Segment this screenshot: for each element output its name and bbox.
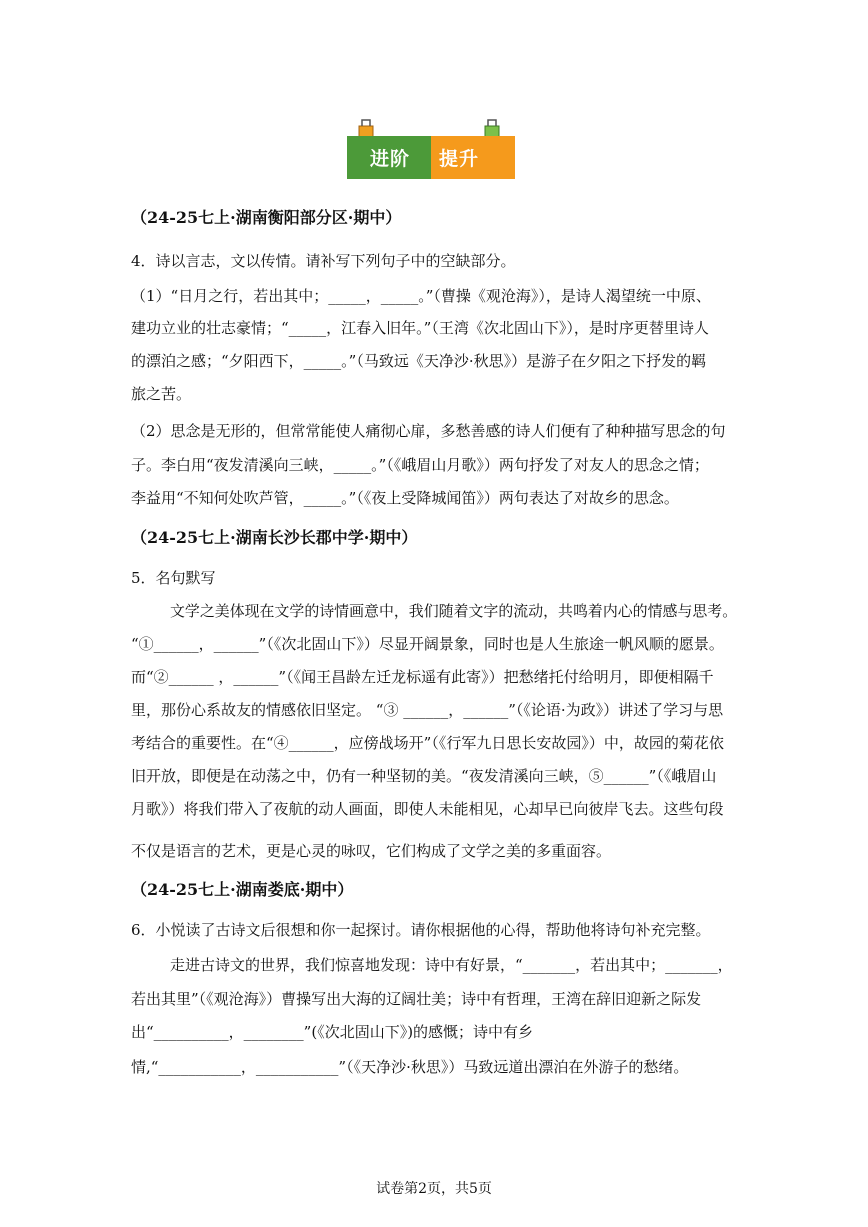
section-source-heading: （24-25七上·湖南长沙长郡中学·期中） — [131, 528, 418, 547]
question-4-line: 旅之苦。 — [131, 385, 192, 403]
question-6-title: 6．小悦读了古诗文后很想和你一起探讨。请你根据他的心得，帮助他将诗句补充完整。 — [131, 921, 711, 939]
question-6-line: 出“__________，________”(《次北固山下》)的感慨；诗中有乡 — [131, 1023, 534, 1041]
banner-right-text: 提升 — [439, 148, 480, 170]
question-5-line: 月歌》）将我们带入了夜航的动人画面，即使人未能相见，心却早已向彼岸飞去。这些句段 — [131, 800, 724, 818]
question-5-title: 5．名句默写 — [131, 569, 216, 587]
question-4-line: 子。李白用“夜发清溪向三峡，_____。”（《峨眉山月歌》）两句抒发了对友人的思念之情； — [131, 456, 709, 474]
question-4-line: 建功立业的壮志豪情；“_____，江春入旧年。”（王湾《次北固山下》），是时序更替里诗人 — [131, 319, 709, 337]
section-banner — [347, 118, 515, 180]
question-4-line: 的漂泊之感；“夕阳西下，_____。”（马致远《天净沙·秋思》）是游子在夕阳之下抒发的羁 — [131, 352, 707, 370]
question-5-line: 里，那份心系故友的情感依旧坚定。 “③ ______，______”（《论语·为政》）讲述了学习与思 — [131, 701, 724, 719]
question-5-line: “①______，______”（《次北固山下》）尽显开阔景象，同时也是人生旅途一帆风顺的愿景。 — [131, 635, 724, 653]
section-source-heading: （24-25七上·湖南衡阳部分区·期中） — [131, 208, 402, 227]
question-6-line: 若出其里”（《观沧海》）曹操写出大海的辽阔壮美；诗中有哲理，王湾在辞旧迎新之际发 — [131, 990, 702, 1008]
question-5-line: 不仅是语言的艺术，更是心灵的咏叹，它们构成了文学之美的多重面容。 — [131, 842, 612, 860]
page-footer: 试卷第2页，共5页 — [376, 1181, 492, 1197]
question-5-line: 考结合的重要性。在“④______，应傍战场开”（《行军九日思长安故园》）中，故园的菊花依 — [131, 734, 724, 752]
question-6-line: 走进古诗文的世界，我们惊喜地发现：诗中有好景，“_______，若出其中；_______， — [170, 956, 733, 974]
question-5-line: 而“②______ ，______”（《闻王昌龄左迁龙标遥有此寄》）把愁绪托付给明月，即便相隔千 — [131, 668, 714, 686]
question-6-line: 情,“___________，___________”（《天净沙·秋思》）马致远道出漂泊在外游子的愁绪。 — [131, 1058, 689, 1076]
question-4-title: 4．诗以言志，文以传情。请补写下列句子中的空缺部分。 — [131, 252, 516, 270]
question-4-line: （2）思念是无形的，但常常能使人痛彻心扉，多愁善感的诗人们便有了种种描写思念的句 — [131, 422, 726, 440]
question-5-line: 旧开放，即便是在动荡之中，仍有一种坚韧的美。“夜发清溪向三峡，⑤______”（《峨眉山 — [131, 767, 717, 785]
banner-left-text: 进阶 — [370, 148, 411, 170]
section-source-heading: （24-25七上·湖南娄底·期中） — [131, 880, 354, 899]
question-5-line: 文学之美体现在文学的诗情画意中，我们随着文字的流动，共鸣着内心的情感与思考。 — [170, 602, 738, 620]
question-4-line: 李益用“不知何处吹芦管，_____。”（《夜上受降城闻笛》）两句表达了对故乡的思念。 — [131, 489, 679, 507]
question-4-line: （1）“日月之行，若出其中；_____，_____。”（曹操《观沧海》），是诗人渴望统一中原、 — [131, 287, 711, 305]
